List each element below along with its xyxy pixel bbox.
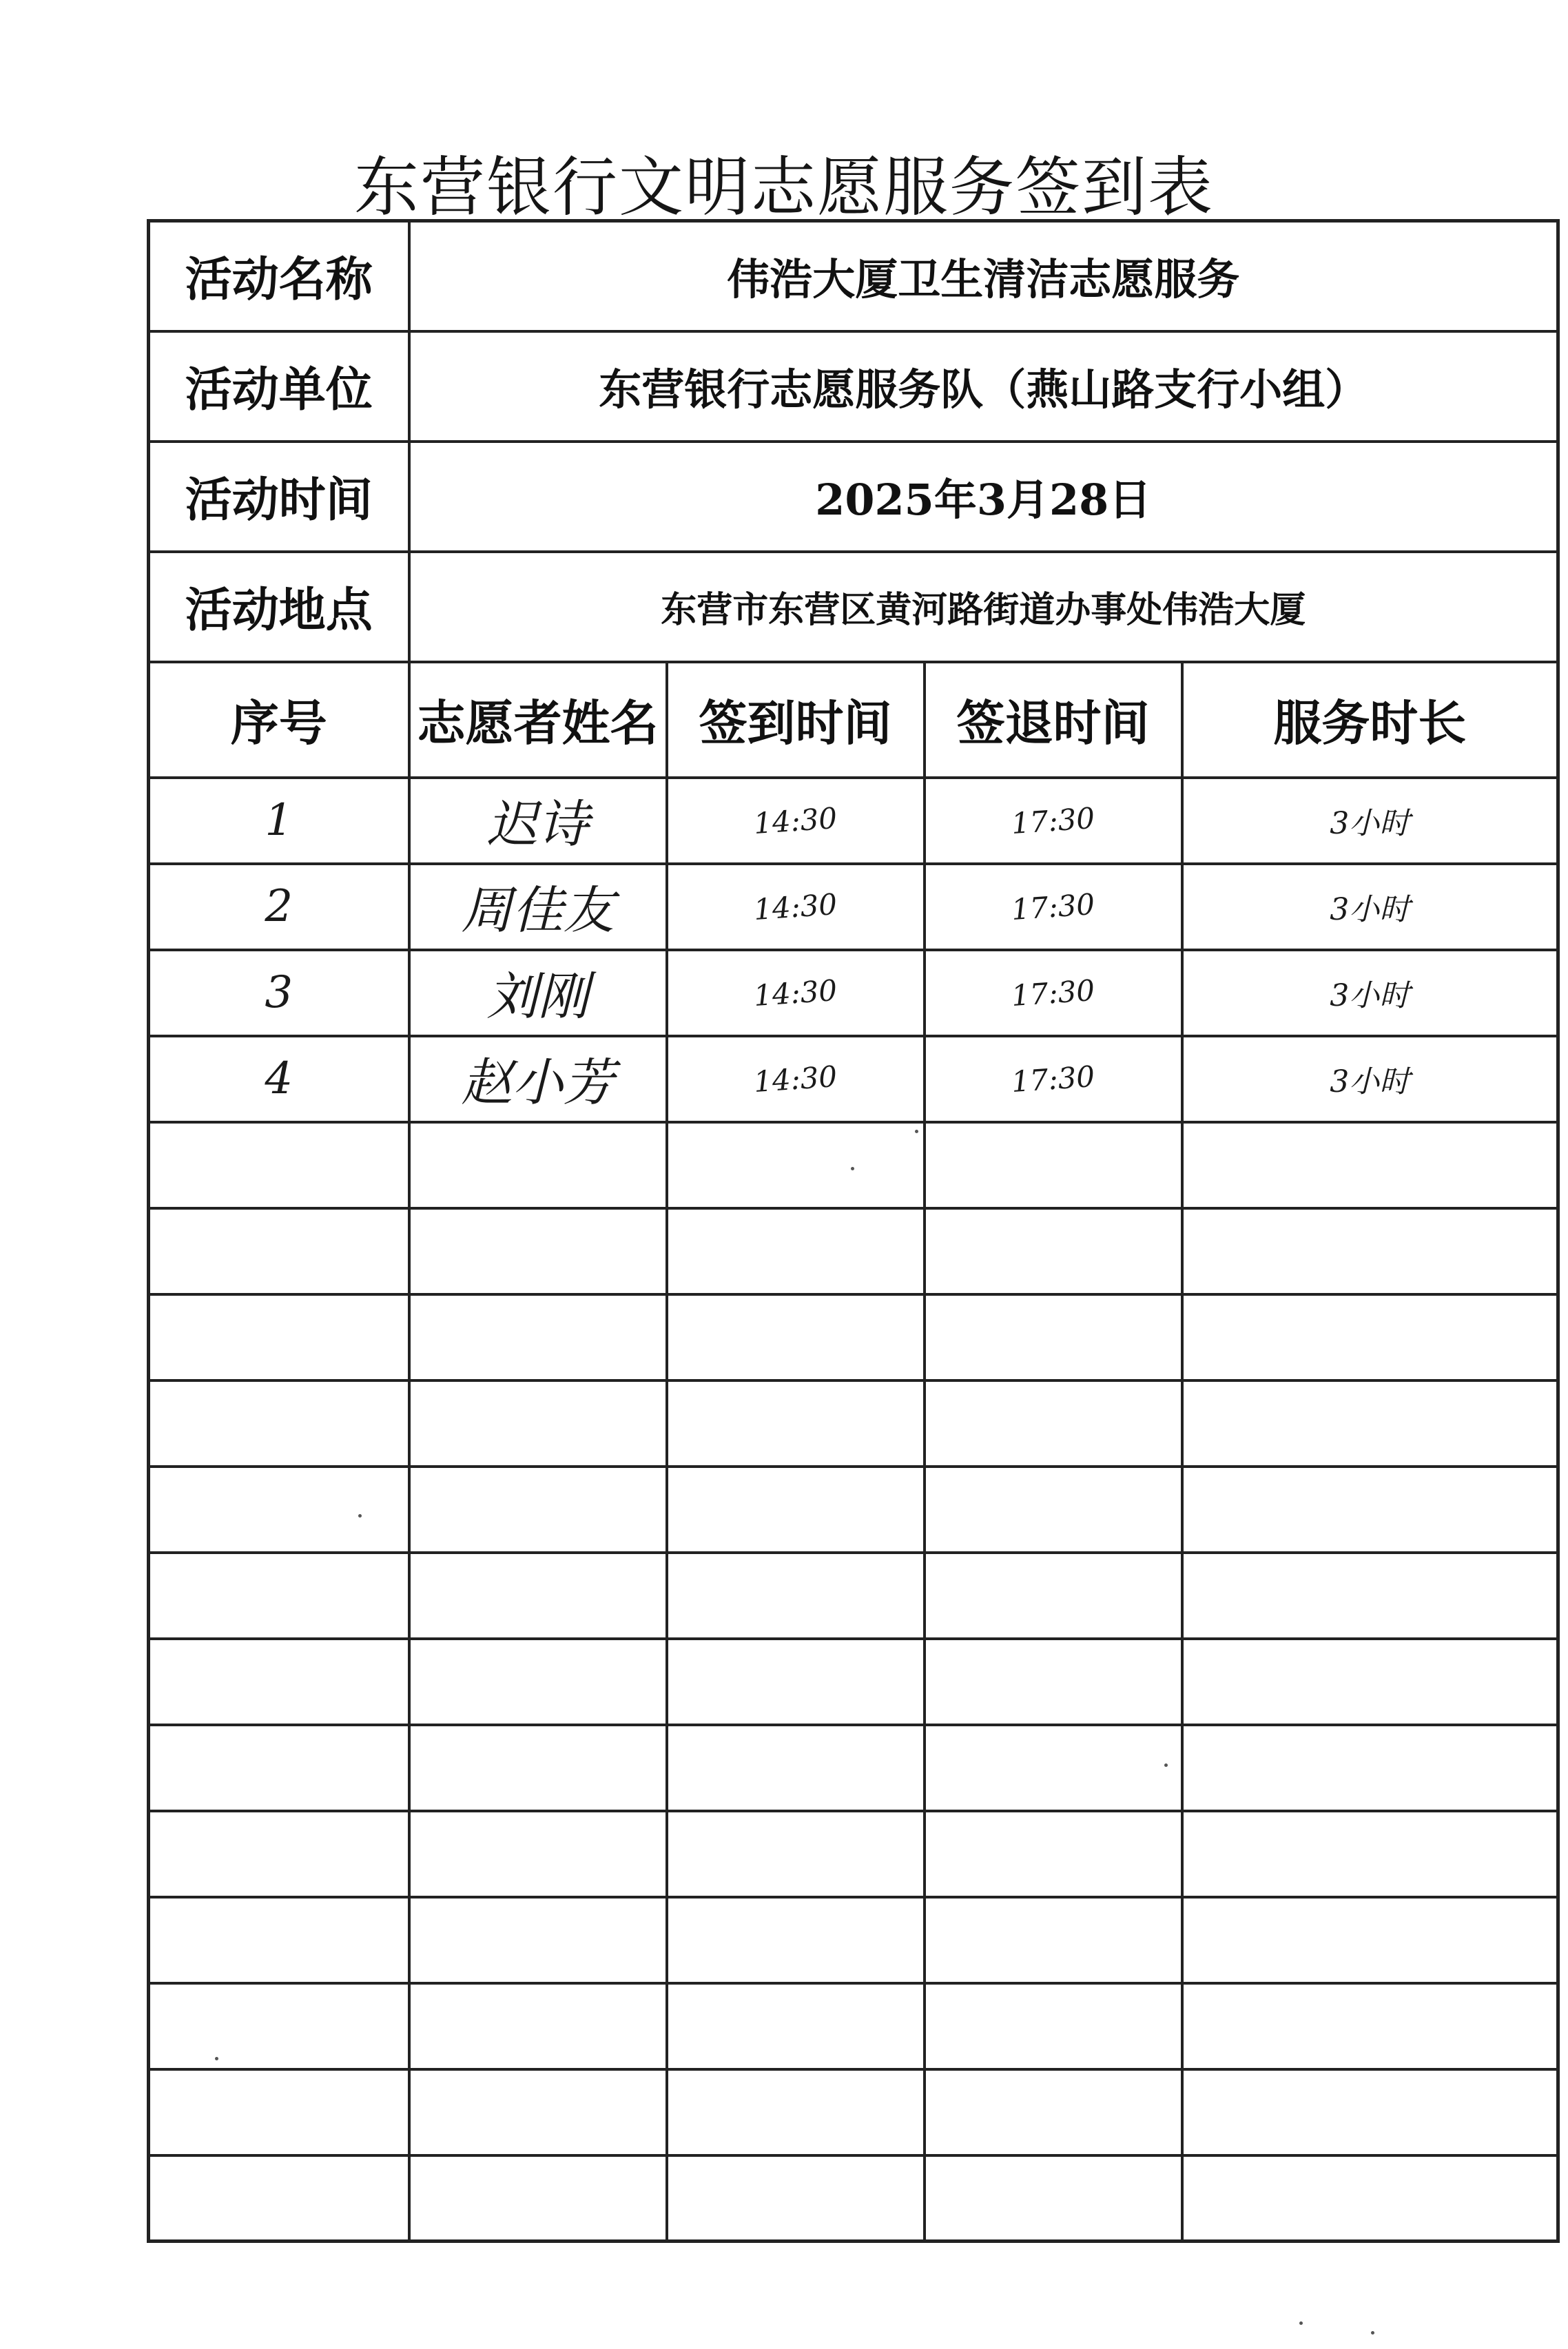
info-label: 活动时间 (149, 442, 409, 552)
volunteer-name: 赵小芳 (461, 1053, 615, 1113)
column-header-duration: 服务时长 (1182, 662, 1558, 778)
empty-row (149, 1811, 1558, 1897)
sign-out-time: 17:30 (1010, 973, 1096, 1013)
sign-out-time-cell (925, 778, 1182, 864)
volunteer-name-cell (409, 950, 667, 1036)
info-row-location (149, 552, 1558, 662)
row-number: 3 (265, 967, 293, 1018)
sign-in-table (147, 219, 1560, 2243)
sign-in-time-cell (667, 950, 925, 1036)
empty-row (149, 1467, 1558, 1553)
duration-cell (1182, 1036, 1558, 1122)
volunteer-name: 迟诗 (486, 795, 589, 854)
table-header (149, 662, 1558, 778)
info-row-activity-name (149, 221, 1558, 331)
info-value: 2025年3月28日 (409, 442, 1558, 552)
empty-row (149, 1553, 1558, 1639)
info-value: 东营银行志愿服务队（燕山路支行小组） (409, 331, 1558, 442)
empty-row (149, 1380, 1558, 1467)
duration-cell (1182, 950, 1558, 1036)
duration-cell (1182, 778, 1558, 864)
sign-out-time-cell (925, 1036, 1182, 1122)
table-row (149, 1036, 1558, 1122)
service-duration: 3小时 (1330, 806, 1410, 841)
page-title: 东营银行文明志愿服务签到表 (353, 150, 1214, 225)
row-number: 1 (265, 795, 293, 846)
scan-speck (215, 2057, 218, 2060)
info-label: 活动名称 (149, 221, 409, 331)
column-header-number: 序号 (149, 662, 409, 778)
sign-in-time-cell (667, 1036, 925, 1122)
empty-row (149, 2069, 1558, 2155)
scan-speck (1164, 1763, 1168, 1767)
sign-in-time: 14:30 (752, 1059, 838, 1099)
table-row (149, 778, 1558, 864)
column-header-sign-out: 签退时间 (925, 662, 1182, 778)
info-row-organizer (149, 331, 1558, 442)
row-number: 2 (265, 881, 293, 932)
scan-speck (1371, 2331, 1374, 2335)
info-value: 东营市东营区黄河路街道办事处伟浩大厦 (409, 552, 1558, 662)
sign-out-time: 17:30 (1010, 1059, 1096, 1099)
info-value: 伟浩大厦卫生清洁志愿服务 (409, 221, 1558, 331)
row-number-cell (149, 950, 409, 1036)
row-number-cell (149, 864, 409, 950)
scan-speck (915, 1130, 918, 1133)
service-duration: 3小时 (1330, 978, 1410, 1013)
empty-row (149, 2155, 1558, 2242)
duration-cell (1182, 864, 1558, 950)
empty-row (149, 1897, 1558, 1983)
empty-row (149, 1983, 1558, 2069)
empty-row (149, 1294, 1558, 1380)
info-label: 活动单位 (149, 331, 409, 442)
table-row (149, 950, 1558, 1036)
sign-in-time: 14:30 (752, 887, 838, 927)
info-label: 活动地点 (149, 552, 409, 662)
volunteer-name: 周佳友 (461, 881, 615, 940)
column-header-name: 志愿者姓名 (409, 662, 667, 778)
volunteer-name-cell (409, 778, 667, 864)
row-number-cell (149, 1036, 409, 1122)
scan-speck (851, 1167, 854, 1170)
table-row (149, 864, 1558, 950)
scan-speck (358, 1514, 362, 1518)
sign-out-time: 17:30 (1010, 887, 1096, 927)
empty-row (149, 1208, 1558, 1294)
empty-row (149, 1122, 1558, 1208)
column-header-sign-in: 签到时间 (667, 662, 925, 778)
sign-in-time-cell (667, 864, 925, 950)
empty-row (149, 1725, 1558, 1811)
sign-in-time-cell (667, 778, 925, 864)
row-number-cell (149, 778, 409, 864)
volunteer-name: 刘刚 (486, 967, 589, 1026)
sign-out-time-cell (925, 864, 1182, 950)
sign-in-time: 14:30 (752, 973, 838, 1013)
info-row-date (149, 442, 1558, 552)
volunteer-name-cell (409, 1036, 667, 1122)
sign-out-time: 17:30 (1010, 800, 1096, 840)
sign-out-time-cell (925, 950, 1182, 1036)
service-duration: 3小时 (1330, 1064, 1410, 1099)
service-duration: 3小时 (1330, 892, 1410, 927)
empty-row (149, 1639, 1558, 1725)
scan-speck (1299, 2321, 1303, 2325)
row-number: 4 (265, 1053, 293, 1104)
volunteer-name-cell (409, 864, 667, 950)
sign-in-time: 14:30 (752, 800, 838, 840)
